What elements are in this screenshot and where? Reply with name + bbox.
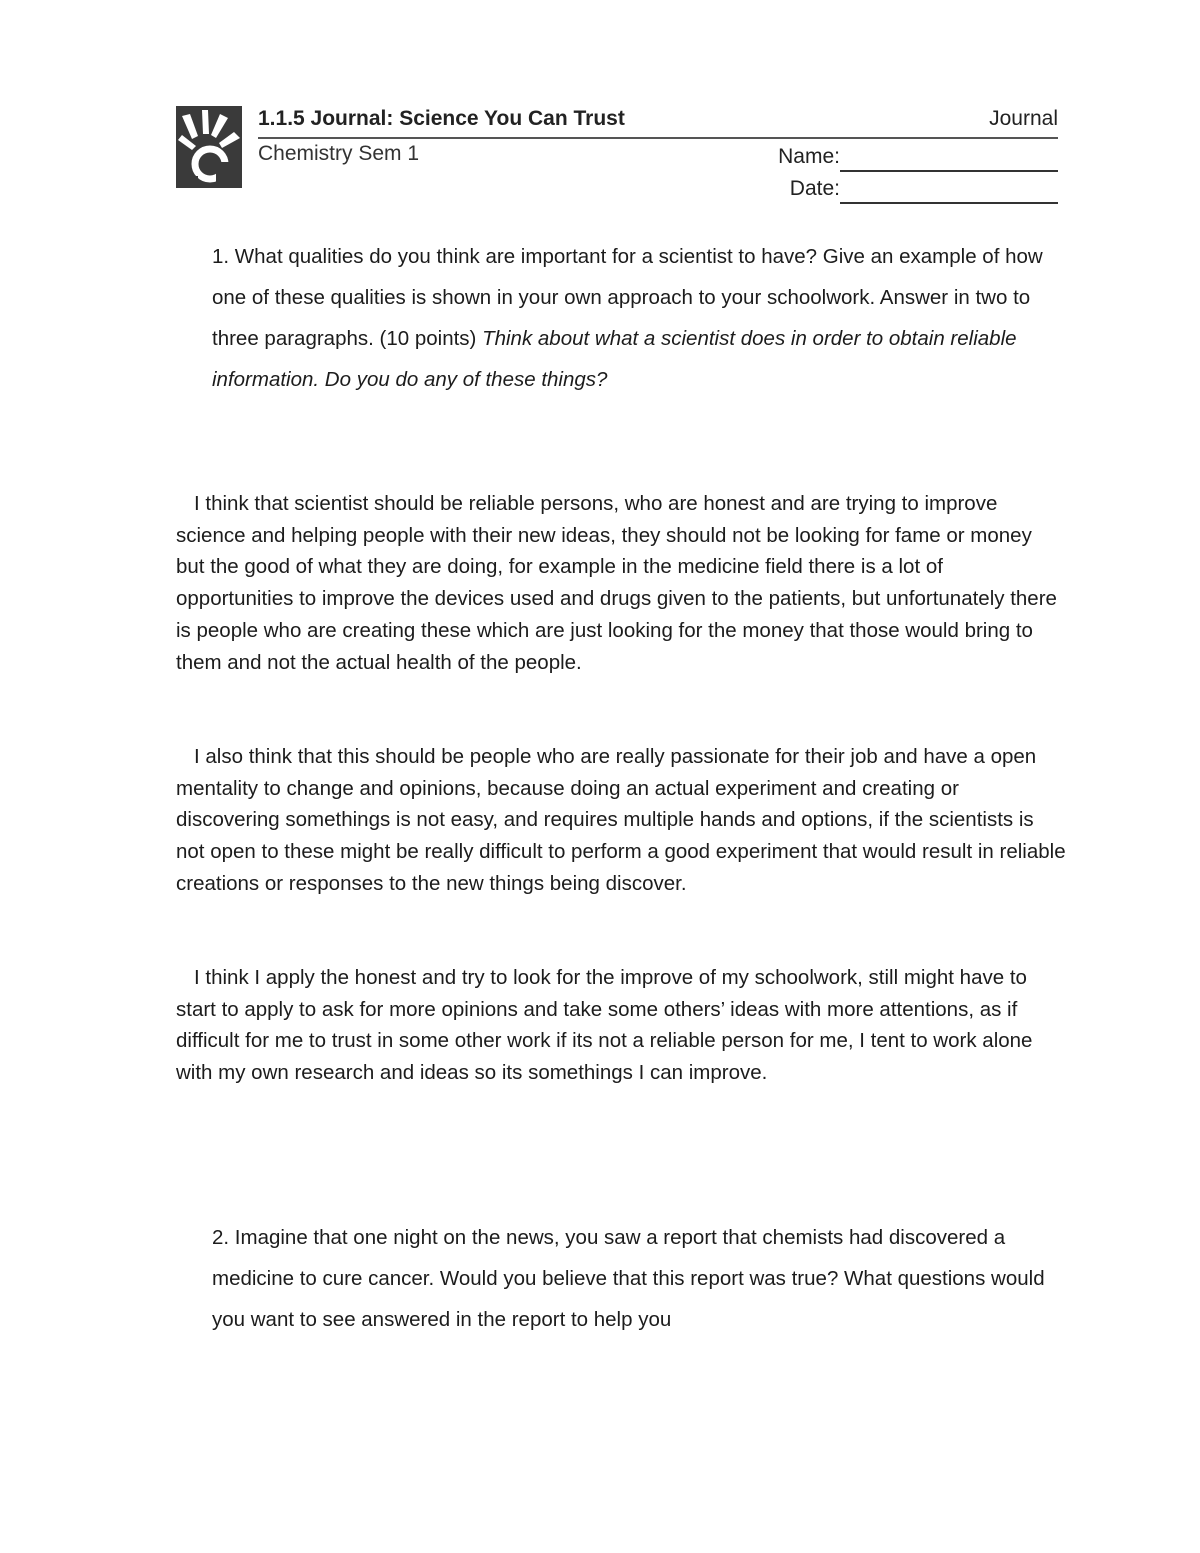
sunburst-logo-icon <box>176 106 242 188</box>
course-name: Chemistry Sem 1 <box>258 142 420 165</box>
header-divider <box>258 137 1058 139</box>
question-2 <box>212 1217 1062 1340</box>
answer-paragraph-3: I think I apply the honest and try to look for the improve of my schoolwork, still might have to start to apply to ask for more opinions and take some others’ ideas with more attentions, as if difficult for me to trust in some other work if its not a reliable person for me, I tent to work alone with my own research and ideas so its somethings I can improve. <box>176 966 1033 1085</box>
question-2-text: 2. Imagine that one night on the news, you saw a report that chemists had discovered a medicine to cure cancer. Would you believe that this report was true? What questions would you want to see answered in the report to help you <box>212 1226 1045 1331</box>
question-1 <box>212 236 1062 400</box>
date-field[interactable] <box>840 202 1058 204</box>
answer-paragraph-1: I think that scientist should be reliable persons, who are honest and are trying to improve science and helping people with their new ideas, they should not be looking for fame or money but the good of what they are doing, for example in the medicine field there is a lot of opportunities to improve the devices used and drugs given to the patients, but unfortunately there is people who are creating these which are just looking for the money that those would bring to them and not the actual health of the people. <box>176 492 1057 674</box>
name-field[interactable] <box>840 170 1058 172</box>
name-label: Name: <box>778 145 840 168</box>
question-1-hint: Think about what a scientist does in order to obtain reliable information. Do you do any of these things? <box>212 327 1017 391</box>
document-title: 1.1.5 Journal: Science You Can Trust <box>258 107 625 130</box>
date-label: Date: <box>789 177 840 200</box>
question-1-text: 1. What qualities do you think are important for a scientist to have? Give an example of how one of these qualities is shown in your own approach to your schoolwork. Answer in two to three paragraphs. (10 points) <box>212 245 1043 350</box>
document-type-label: Journal <box>989 107 1058 130</box>
answer-paragraph-2: I also think that this should be people who are really passionate for their job and have a open mentality to change and opinions, because doing an actual experiment and creating or discovering somethings is not easy, and requires multiple hands and options, if the scientists is not open to these might be really difficult to perform a good experiment that would result in reliable creations or responses to the new things being discover. <box>176 745 1066 895</box>
